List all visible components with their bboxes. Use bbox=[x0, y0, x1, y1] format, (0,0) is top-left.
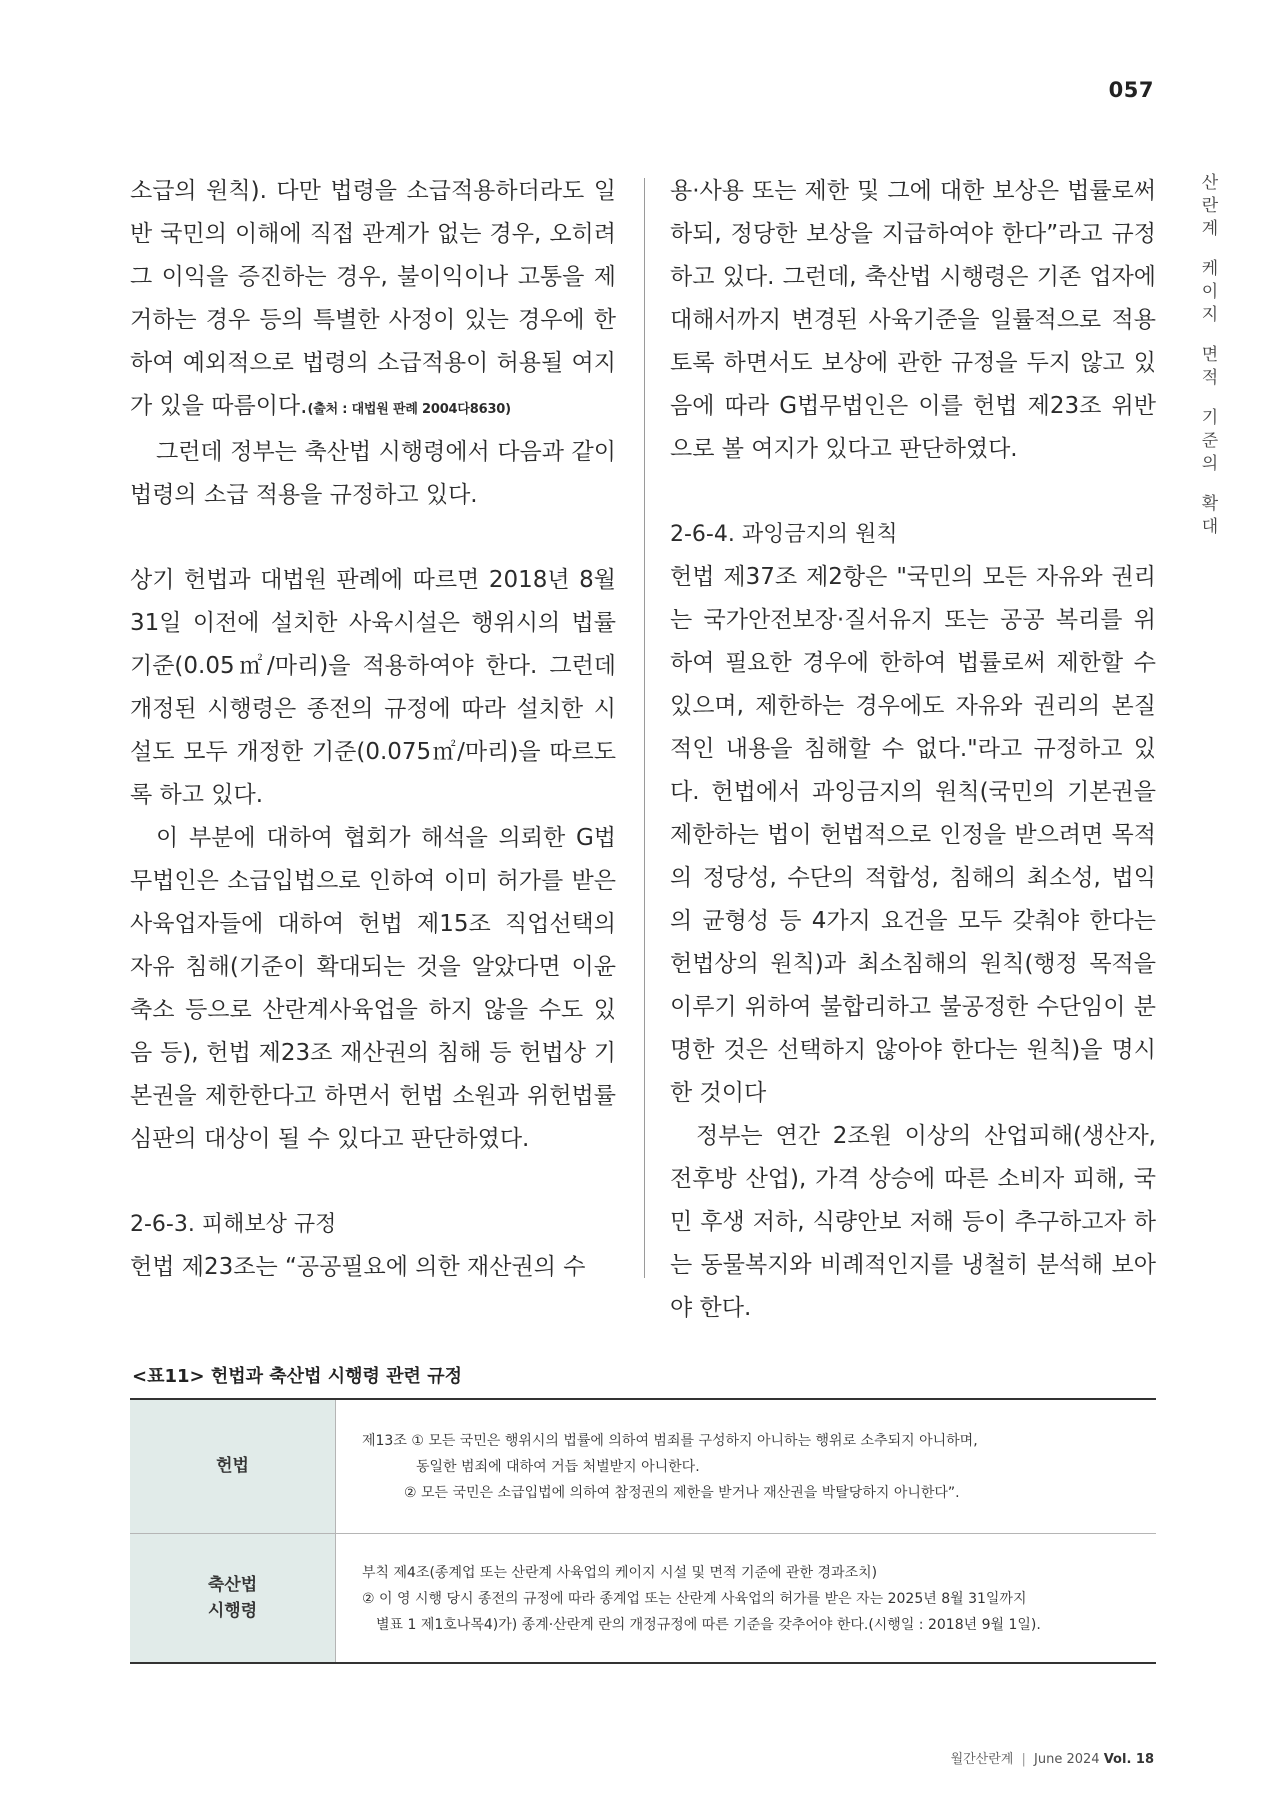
paragraph: 상기 헌법과 대법원 판례에 따르면 2018년 8월 31일 이전에 설치한 사육시설은 행위시의 법률 기준(0.05㎡/마리)을 적용하여야 한다. 그런데 개정된 시행령은 종전의 규정에 따라 설치한 시설도 모두 개정한 기준(0.075㎡/마리)을 따르도록 하고 있다. bbox=[130, 567, 616, 808]
section-heading: 2-6-4. 과잉금지의 원칙 bbox=[670, 522, 898, 547]
paragraph: 이 부분에 대하여 협회가 해석을 의뢰한 G법무법인은 소급입법으로 인하여 이미 허가를 받은 사육업자들에 대하여 헌법 제15조 직업선택의 자유 침해(기준이 확대되는 것을 알았다면 이윤 축소 등으로 산란계사육업을 하지 않을 수도 있음 등), 헌법 제23조 재산권의 침해 등 헌법상 기본권을 제한한다고 하면서 헌법 소원과 위헌법률심판의 대상이 될 수 있다고 판단하였다. bbox=[130, 825, 616, 1152]
paragraph: 헌법 제37조 제2항은 "국민의 모든 자유와 권리는 국가안전보장·질서유지 또는 공공 복리를 위하여 필요한 경우에 한하여 법률로써 제한할 수 있으며, 제한하는 경우에도 자유와 권리의 본질적인 내용을 침해할 수 없다."라고 규정하고 있다. 헌법에서 과잉금지의 원칙(국민의 기본권을 제한하는 법이 헌법적으로 인정을 받으려면 목적의 정당성, 수단의 적합성, 침해의 최소성, 법익의 균형성 등 4가지 요건을 모두 갖춰야 한다는 헌법상의 원칙)과 최소침해의 원칙(행정 목적을 이루기 위하여 불합리하고 불공정한 수단임이 분명한 것은 선택하지 않아야 한다는 원칙)을 명시한 것이다 bbox=[670, 564, 1156, 1106]
left-column bbox=[130, 170, 616, 1289]
side-title-char: 대 bbox=[1201, 517, 1219, 537]
side-title-char: 케 bbox=[1201, 259, 1219, 279]
content-line: ② 이 영 시행 당시 종전의 규정에 따라 종계업 또는 산란계 사육업의 허가를 받은 자는 2025년 8월 31일까지 bbox=[362, 1590, 1027, 1607]
content-line: 부칙 제4조(종계업 또는 산란계 사육업의 케이지 시설 및 면적 기준에 관한 경과조치) bbox=[362, 1564, 878, 1581]
paragraph: 정부는 연간 2조원 이상의 산업피해(생산자, 전후방 산업), 가격 상승에 따른 소비자 피해, 국민 후생 저하, 식량안보 저해 등이 추구하고자 하는 동물복지와 비례적인지를 냉철히 분석해 보아야 한다. bbox=[670, 1123, 1156, 1321]
content-line: ② 모든 국민은 소급입법에 의하여 참정권의 제한을 받거나 재산권을 박탈당하지 아니한다”. bbox=[404, 1485, 960, 1502]
side-title-char: 란 bbox=[1201, 196, 1219, 216]
right-column bbox=[670, 170, 1156, 1330]
side-title-char: 준 bbox=[1201, 431, 1219, 451]
page-number: 057 bbox=[1108, 78, 1154, 102]
paragraph: 소급의 원칙). 다만 법령을 소급적용하더라도 일반 국민의 이해에 직접 관계가 없는 경우, 오히려 그 이익을 증진하는 경우, 불이익이나 고통을 제거하는 경우 등의 특별한 사정이 있는 경우에 한하여 예외적으로 법령의 소급적용이 허용될 여지가 있을 따름이다.(출처 : 대법원 판례 2004다8630) bbox=[130, 178, 616, 419]
side-title-char: 계 bbox=[1201, 219, 1219, 239]
table-row bbox=[130, 1533, 1156, 1663]
magazine-name: 월간산란계 bbox=[950, 1752, 1014, 1767]
side-title-char: 지 bbox=[1201, 305, 1219, 325]
side-title-char: 적 bbox=[1201, 368, 1219, 388]
citation: (출처 : 대법원 판례 2004다8630) bbox=[307, 402, 511, 417]
page-footer bbox=[951, 1748, 1154, 1767]
side-title-char: 이 bbox=[1201, 282, 1219, 302]
volume-number: Vol. 18 bbox=[1103, 1752, 1154, 1767]
section-heading: 2-6-3. 피해보상 규정 bbox=[130, 1212, 337, 1237]
side-title-char: 산 bbox=[1201, 173, 1219, 193]
side-title-gap bbox=[1196, 476, 1224, 493]
paragraph: 그런데 정부는 축산법 시행령에서 다음과 같이 법령의 소급 적용을 규정하고 있다. bbox=[130, 439, 616, 508]
content-line: 제13조 ① 모든 국민은 행위시의 법률에 의하여 범죄를 구성하지 아니하는 행위로 소추되지 아니하며, bbox=[362, 1433, 978, 1450]
paragraph: 헌법 제23조는 “공공필요에 의한 재산권의 수 bbox=[130, 1254, 586, 1280]
content-line: 동일한 범죄에 대하여 거듭 처벌받지 아니한다. bbox=[416, 1459, 700, 1476]
law-comparison-table bbox=[130, 1398, 1156, 1664]
side-section-title bbox=[1196, 172, 1224, 539]
column-divider bbox=[644, 178, 645, 1278]
table-row bbox=[130, 1399, 1156, 1533]
side-title-gap bbox=[1196, 241, 1224, 258]
row-label: 축산법 시행령 bbox=[130, 1533, 336, 1663]
row-content bbox=[336, 1533, 1157, 1663]
table-title: <표11> 헌법과 축산법 시행령 관련 규정 bbox=[132, 1366, 462, 1387]
side-title-gap bbox=[1196, 327, 1224, 344]
footer-separator: | bbox=[1021, 1752, 1026, 1767]
row-label: 헌법 bbox=[130, 1399, 336, 1533]
row-content bbox=[336, 1399, 1157, 1533]
side-title-gap bbox=[1196, 390, 1224, 407]
paragraph: 용·사용 또는 제한 및 그에 대한 보상은 법률로써 하되, 정당한 보상을 지급하여야 한다”라고 규정하고 있다. 그런데, 축산법 시행령은 기존 업자에 대해서까지 변경된 사육기준을 일률적으로 적용토록 하면서도 보상에 관한 규정을 두지 않고 있음에 따라 G법무법인은 이를 헌법 제23조 위반으로 볼 여지가 있다고 판단하였다. bbox=[670, 178, 1156, 462]
side-title-char: 의 bbox=[1201, 454, 1219, 474]
side-title-char: 확 bbox=[1201, 494, 1219, 514]
issue-date: June 2024 bbox=[1034, 1752, 1100, 1767]
side-title-char: 기 bbox=[1201, 408, 1219, 428]
side-title-char: 면 bbox=[1201, 345, 1219, 365]
content-line: 별표 1 제1호나목4)가) 종계·산란계 란의 개정규정에 따른 기준을 갖추어야 한다.(시행일 : 2018년 9월 1일). bbox=[376, 1616, 1041, 1633]
